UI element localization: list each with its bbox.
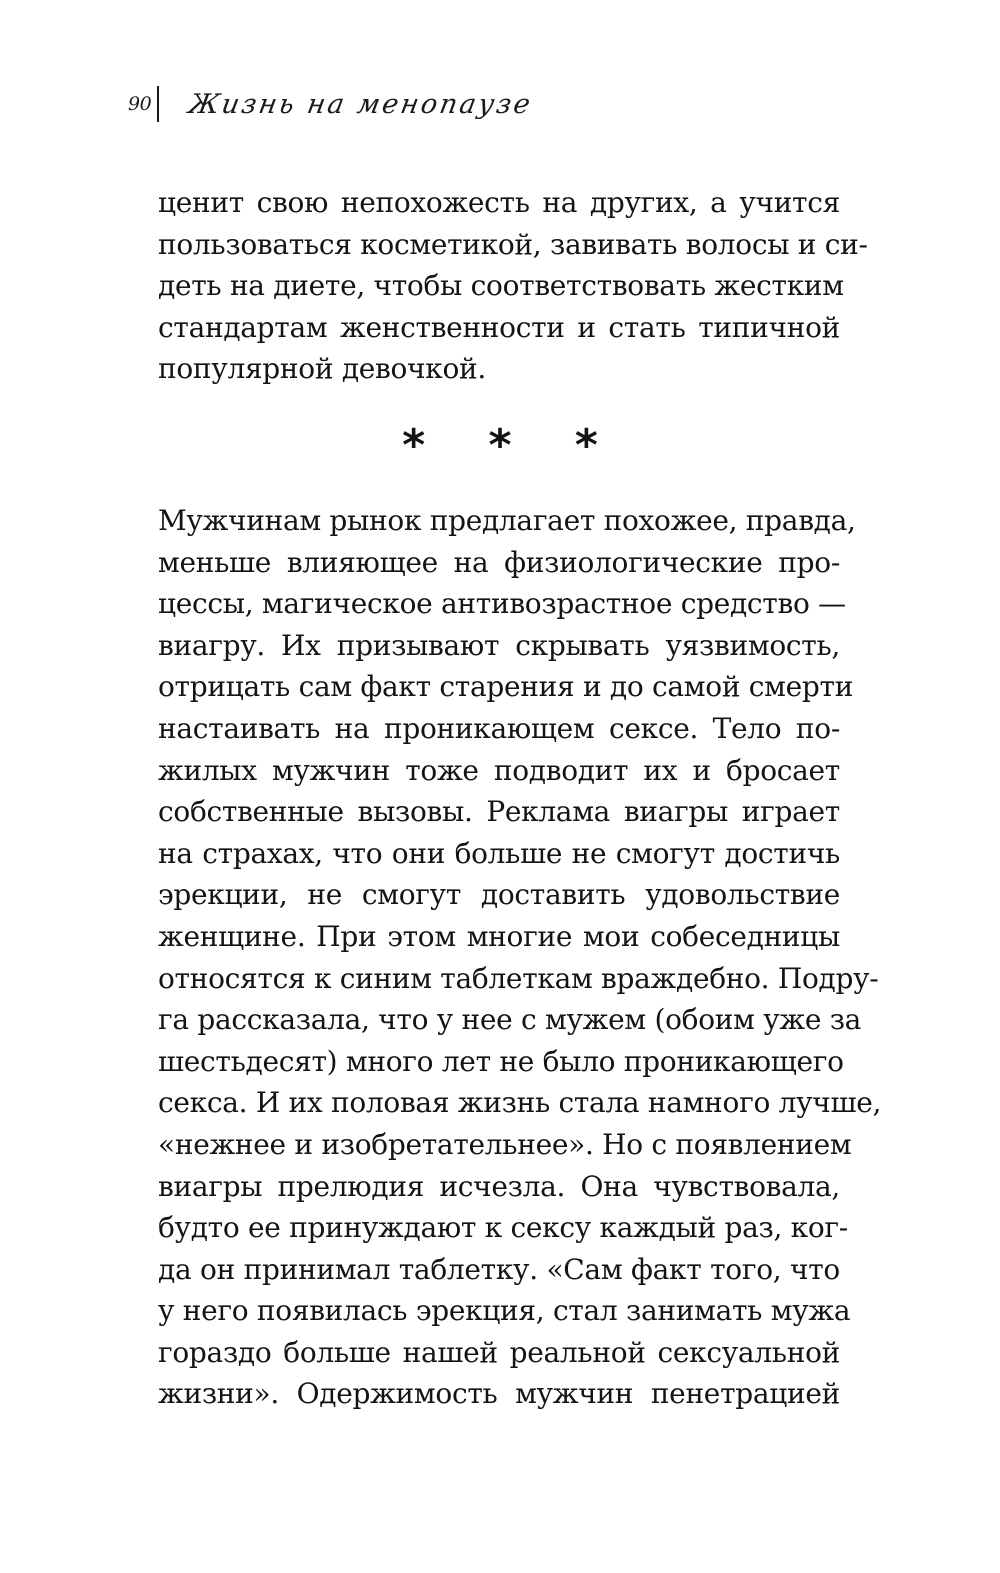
text-line: ценит свою непохожесть на других, а учится <box>158 186 840 219</box>
text-line: га рассказала, что у нее с мужем (обоим уже за <box>158 1003 862 1037</box>
text-line: собственные вызовы. Реклама виагры играет <box>158 795 840 829</box>
paragraph-1 <box>158 182 868 390</box>
text-line: «нежнее и изобретательнее». Но с появлением <box>158 1127 852 1161</box>
text-line: стандартам женственности и стать типичной <box>158 310 840 344</box>
text-line: пользоваться косметикой, завивать волосы и си- <box>158 227 868 261</box>
text-line: отрицать сам факт старения и до самой смерти <box>158 670 854 704</box>
text-line: настаивать на проникающем сексе. Тело по- <box>158 711 840 745</box>
text-line: популярной девочкой. <box>158 352 486 386</box>
running-head <box>128 82 535 126</box>
text-line: цессы, магическое антивозрастное средство — <box>158 587 846 621</box>
text-line: секса. И их половая жизнь стала намного лучше, <box>158 1086 882 1120</box>
text-line: жизни». Одержимость мужчин пенетрацией <box>158 1377 840 1411</box>
book-title: Жизнь на менопаузе <box>185 88 535 120</box>
header-divider <box>157 86 159 122</box>
text-line: меньше влияющее на физиологические про- <box>158 545 840 579</box>
text-line: шестьдесят) много лет не было проникающего <box>158 1044 844 1078</box>
text-line: гораздо больше нашей реальной сексуальной <box>158 1335 840 1369</box>
text-line: Мужчинам рынок предлагает похожее, правда, <box>158 504 856 537</box>
text-line: на страхах, что они больше не смогут достичь <box>158 836 840 870</box>
text-line: относятся к синим таблеткам враждебно. Подру- <box>158 961 879 995</box>
text-line: виагру. Их призывают скрывать уязвимость, <box>158 628 840 662</box>
section-separator: * * * <box>402 420 622 471</box>
text-line: да он принимал таблетку. «Сам факт того, что <box>158 1252 840 1286</box>
text-line: виагры прелюдия исчезла. Она чувствовала, <box>158 1169 840 1203</box>
page-number: 90 <box>128 93 152 115</box>
text-line: эрекции, не смогут доставить удовольствие <box>158 878 840 912</box>
text-line: будто ее принуждают к сексу каждый раз, ког- <box>158 1211 848 1245</box>
paragraph-2 <box>158 500 882 1415</box>
text-line: женщине. При этом многие мои собеседницы <box>158 919 840 953</box>
text-line: у него появилась эрекция, стал занимать мужа <box>158 1294 851 1328</box>
text-line: жилых мужчин тоже подводит их и бросает <box>158 753 840 787</box>
text-line: деть на диете, чтобы соответствовать жестким <box>158 269 844 303</box>
